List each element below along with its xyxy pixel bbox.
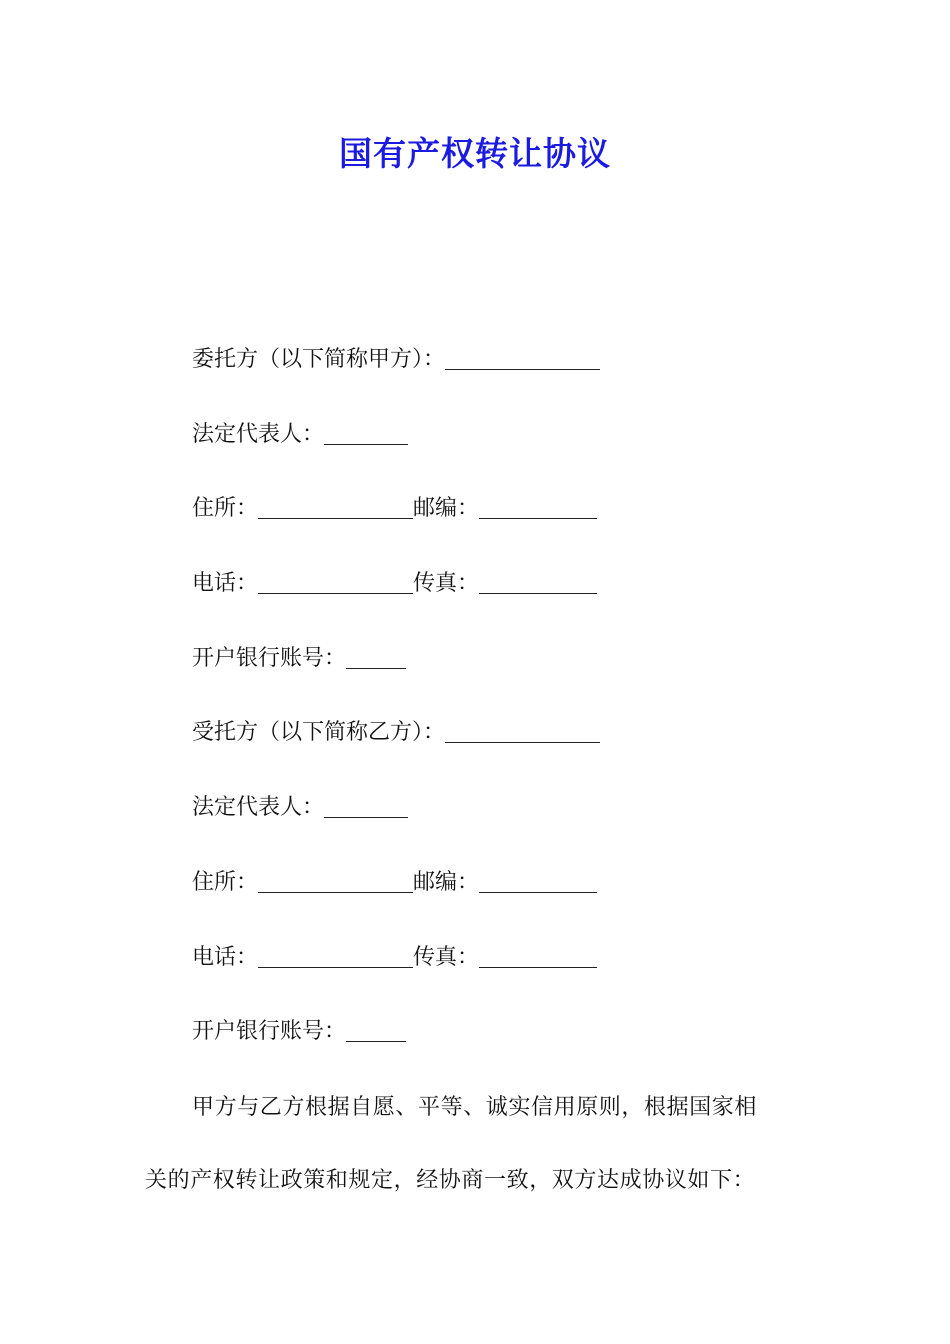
party-b-phone-blank xyxy=(258,945,413,968)
document-title: 国有产权转让协议 xyxy=(339,134,611,173)
party-a-rep-label: 法定代表人： xyxy=(192,422,325,447)
party-b-phone-line xyxy=(192,943,597,973)
party-b-phone-label: 电话： xyxy=(192,945,259,970)
party-a-blank xyxy=(445,347,600,370)
party-b-address-label: 住所： xyxy=(192,870,259,895)
party-b-address-blank xyxy=(258,870,413,893)
party-b-bank-blank xyxy=(346,1019,406,1042)
party-b-postcode-label: 邮编： xyxy=(413,870,480,895)
party-a-fax-label: 传真： xyxy=(413,571,480,596)
party-b-line xyxy=(192,718,600,748)
party-a-postcode-label: 邮编： xyxy=(413,496,480,521)
party-a-phone-blank xyxy=(258,571,413,594)
party-a-fax-blank xyxy=(479,571,597,594)
party-b-bank-label: 开户银行账号： xyxy=(192,1019,347,1044)
party-b-blank xyxy=(445,720,600,743)
party-b-rep-blank xyxy=(324,795,408,818)
party-a-line xyxy=(192,345,600,375)
party-a-rep-line xyxy=(192,420,408,450)
party-b-fax-label: 传真： xyxy=(413,945,480,970)
body-paragraph-line-2: 关的产权转让政策和规定，经协商一致，双方达成协议如下： xyxy=(145,1168,756,1193)
party-a-bank-label: 开户银行账号： xyxy=(192,646,347,671)
party-b-bank-line xyxy=(192,1017,406,1047)
party-a-address-blank xyxy=(258,496,413,519)
party-a-phone-line xyxy=(192,569,597,599)
party-a-bank-blank xyxy=(346,646,406,669)
party-a-bank-line xyxy=(192,644,406,674)
party-b-fax-blank xyxy=(479,945,597,968)
body-paragraph-line-1: 甲方与乙方根据自愿、平等、诚实信用原则，根据国家相 xyxy=(192,1095,758,1120)
party-b-rep-line xyxy=(192,793,408,823)
party-a-rep-blank xyxy=(324,422,408,445)
party-b-rep-label: 法定代表人： xyxy=(192,795,325,820)
party-a-address-label: 住所： xyxy=(192,496,259,521)
party-b-address-line xyxy=(192,868,597,898)
party-b-postcode-blank xyxy=(479,870,597,893)
party-a-label: 委托方（以下简称甲方）： xyxy=(192,347,446,372)
party-a-phone-label: 电话： xyxy=(192,571,259,596)
party-b-label: 受托方（以下简称乙方）： xyxy=(192,720,446,745)
party-a-postcode-blank xyxy=(479,496,597,519)
party-a-address-line xyxy=(192,494,597,524)
